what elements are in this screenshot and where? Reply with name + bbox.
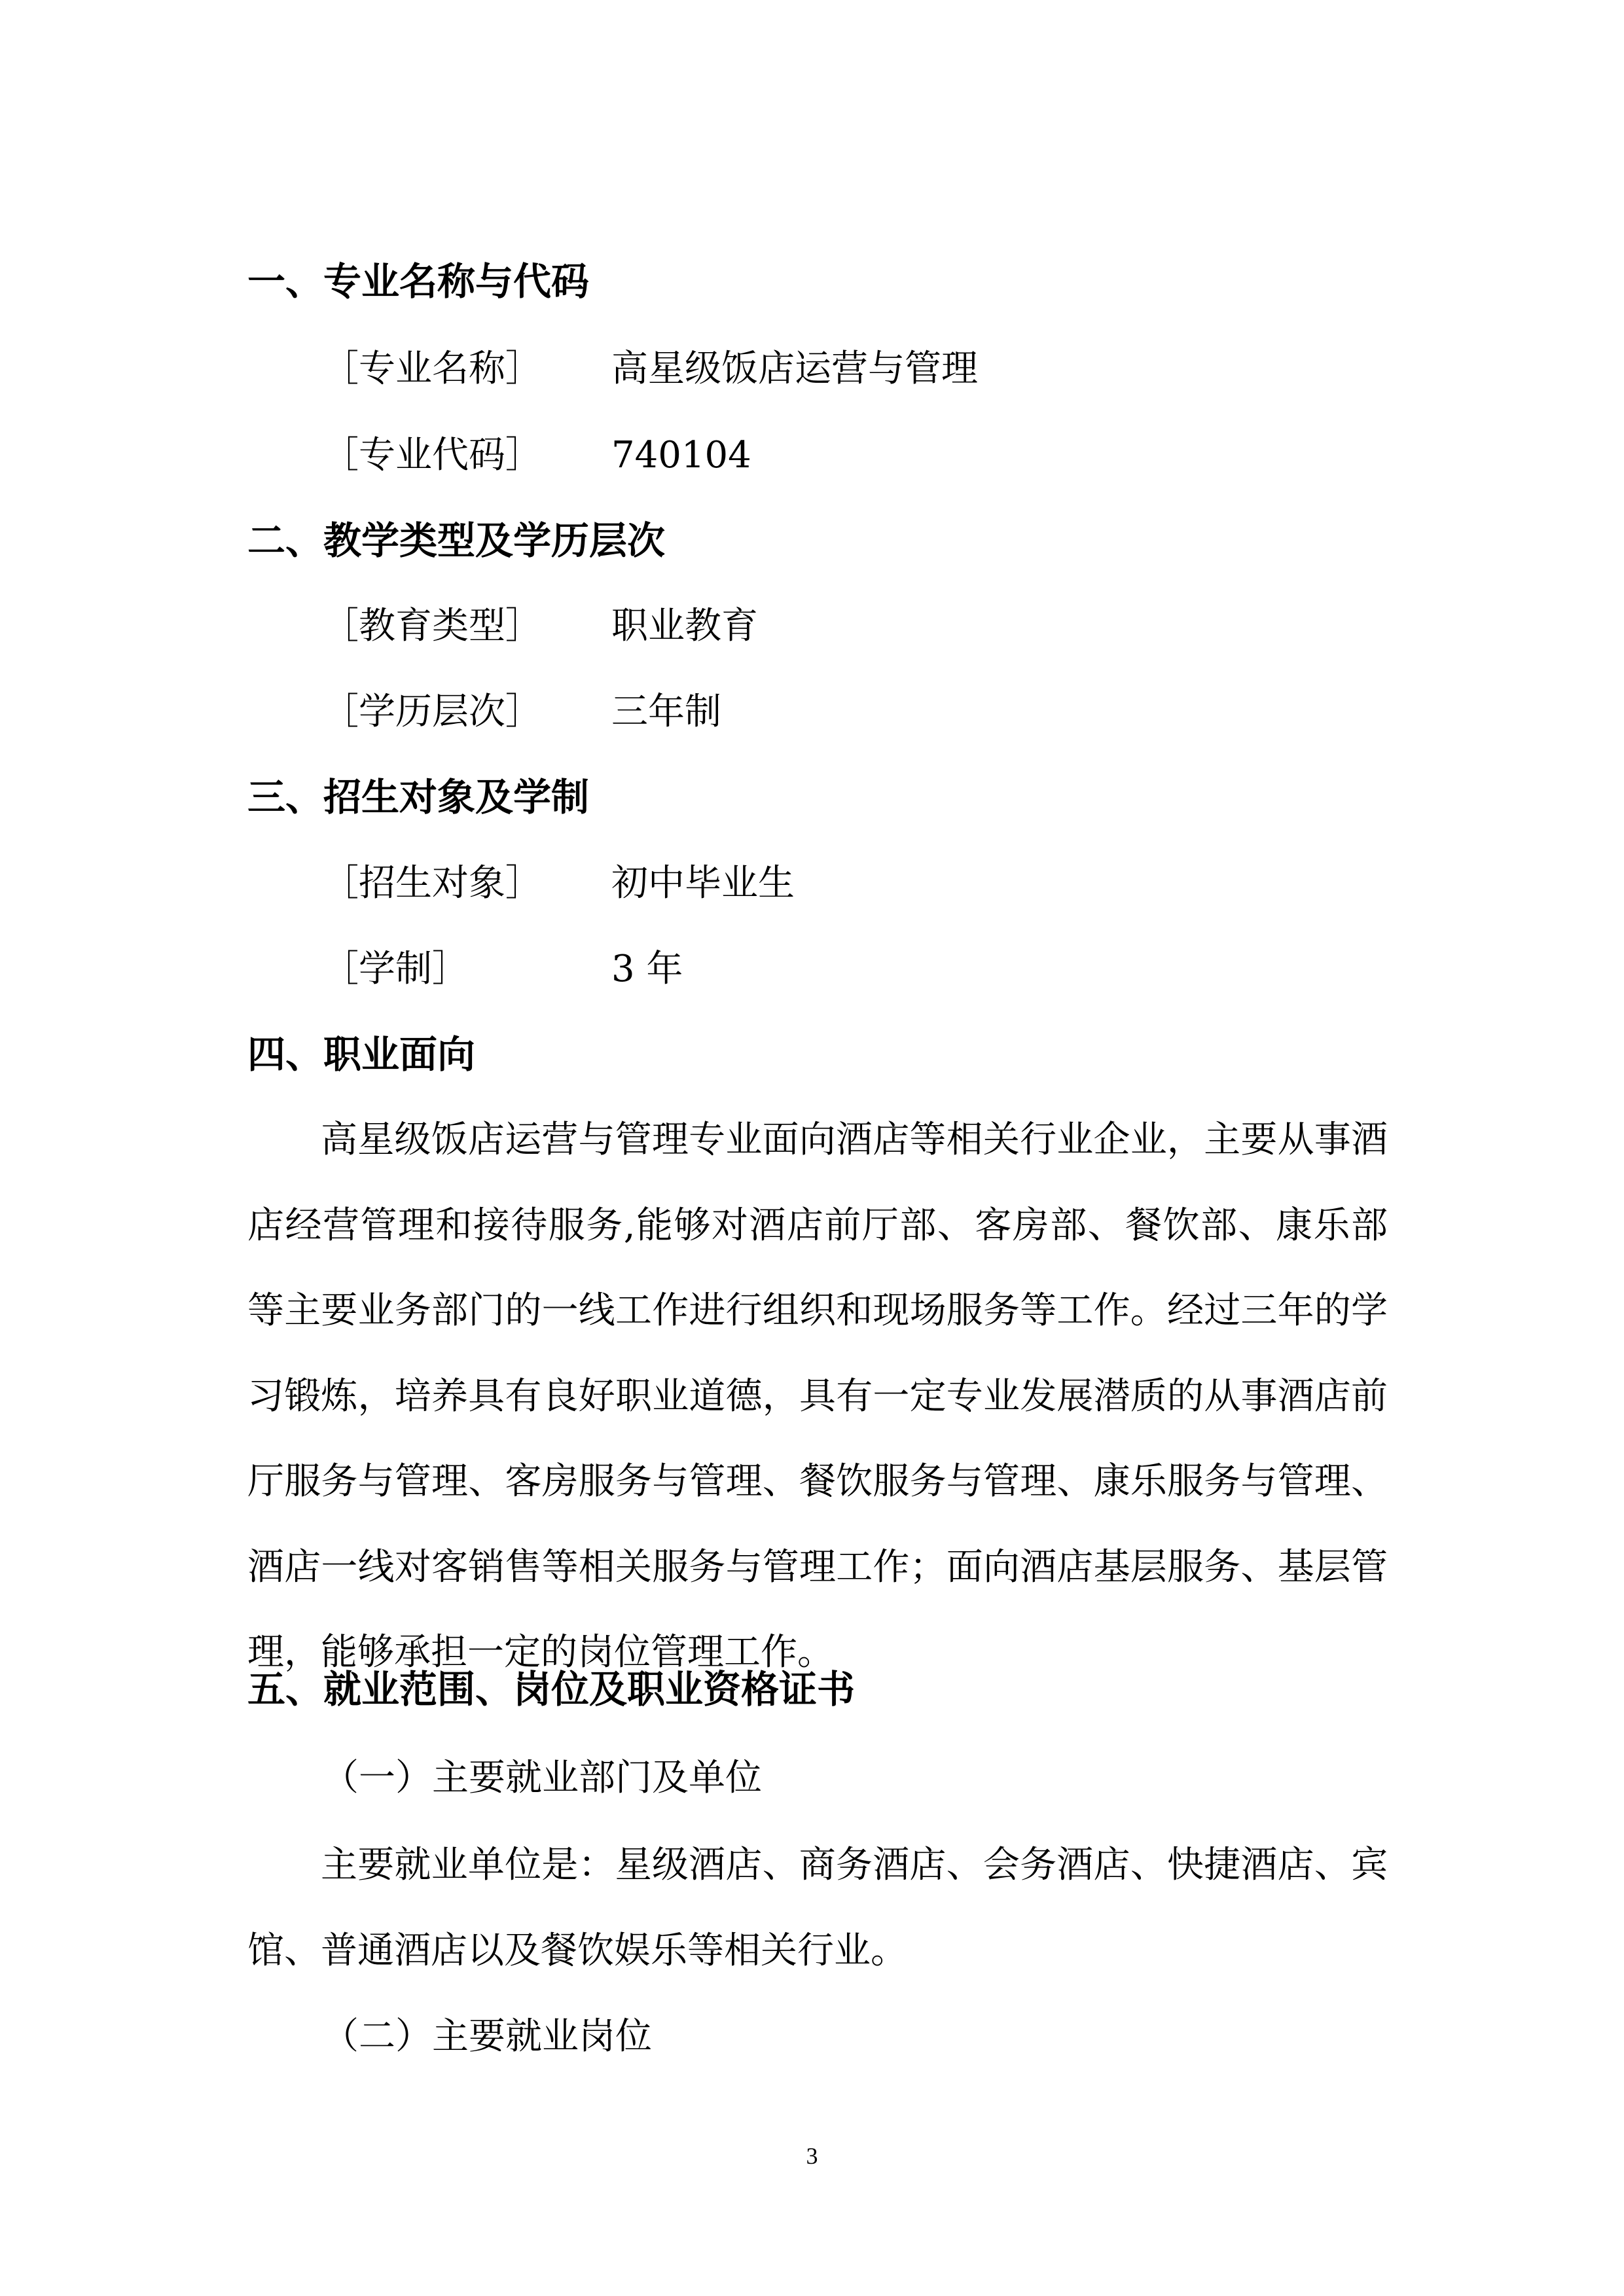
field-label-enrollment-target: ［招生对象］	[322, 862, 542, 905]
subsection-1-heading: （一）主要就业部门及单位	[322, 1757, 762, 1799]
field-value-enrollment-target: 初中毕业生	[611, 862, 795, 905]
field-value-major-name: 高星级饭店运营与管理	[611, 348, 978, 390]
section-4-heading: 四、职业面向	[247, 1032, 476, 1077]
field-label-duration: ［学制］	[322, 948, 469, 990]
field-value-duration: 3 年	[611, 948, 683, 990]
subsection-2-heading: （二）主要就业岗位	[322, 2015, 652, 2058]
section-5-heading: 五、就业范围、岗位及职业资格证书	[247, 1667, 856, 1712]
employment-units-paragraph: 主要就业单位是：星级酒店、商务酒店、会务酒店、快捷酒店、宾馆、普通酒店以及餐饮娱乐等相关行业。	[247, 1844, 1388, 1972]
field-value-major-code: 740104	[611, 434, 751, 476]
page-number: 3	[806, 2143, 818, 2169]
field-value-education-level: 三年制	[611, 691, 721, 733]
section-2-heading: 二、教学类型及学历层次	[247, 518, 666, 563]
career-orientation-paragraph: 高星级饭店运营与管理专业面向酒店等相关行业企业，主要从事酒店经营管理和接待服务,能够对酒店前厅部、客房部、餐饮部、康乐部等主要业务部门的一线工作进行组织和现场服务等工作。经过三年的学习锻炼，培养具有良好职业道德，具有一定专业发展潜质的从事酒店前厅服务与管理、客房服务与管理、餐饮服务与管理、康乐服务与管理、酒店一线对客销售等相关服务与管理工作；面向酒店基层服务、基层管理，能够承担一定的岗位管理工作。	[247, 1119, 1388, 1674]
field-label-education-level: ［学历层次］	[322, 691, 542, 733]
field-label-education-type: ［教育类型］	[322, 605, 542, 647]
field-value-education-type: 职业教育	[611, 605, 758, 647]
section-3-heading: 三、招生对象及学制	[247, 775, 590, 819]
section-1-heading: 一、专业名称与代码	[247, 259, 590, 304]
field-label-major-name: ［专业名称］	[322, 348, 542, 390]
field-label-major-code: ［专业代码］	[322, 434, 542, 476]
